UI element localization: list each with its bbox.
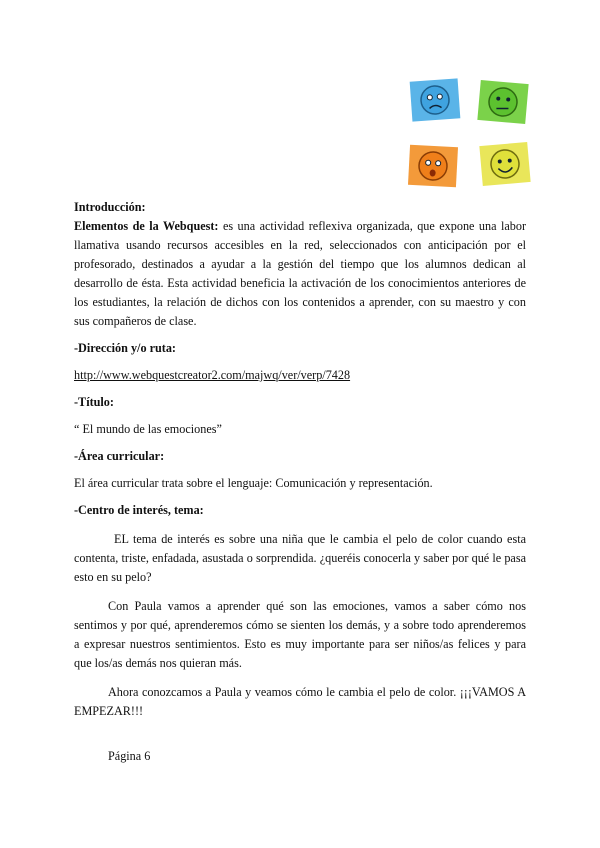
intro-text: es una actividad reflexiva organizada, que expone una labor llamativa usando recursos accesibles en la red, seleccionados con anticipación por el profesorado, destinados a ayudar a la gestión del tiempo que los alumnos dedican al desarrollo de ésta. Esta actividad beneficia la activación de los conocimientos anteriores de los estudiantes, la relación de dichos con los contenidos a aprender, con su maestro y con sus compañeros de clase.	[74, 219, 527, 328]
orange-face-icon	[406, 143, 460, 190]
centro-paragraph-2: Con Paula vamos a aprender qué son las emociones, vamos a saber cómo nos sentimos y por qué, aprenderemos cómo se sienten los demás, y a sobre todo aprenderemos a expresar nuestros sentimientos. Esto es muy importante para ser niños/as felices y para que los/as demás nos quieran más.	[74, 599, 526, 670]
centro-heading: -Centro de interés, tema:	[74, 503, 204, 517]
area-value: El área curricular trata sobre el lenguaje: Comunicación y representación.	[74, 476, 433, 490]
centro-paragraph-1: EL tema de interés es sobre una niña que le cambia el pelo de color cuando esta contenta, triste, enfadada, asustada o sorprendida. ¿queréis conocerla y saber por qué le pasa esto en su pelo?	[74, 532, 526, 584]
area-heading: -Área curricular:	[74, 449, 165, 463]
document-body	[74, 198, 526, 721]
intro-heading: Introducción:	[74, 200, 146, 214]
centro-paragraph-3: Ahora conozcamos a Paula y veamos cómo le cambia el pelo de color. ¡¡¡VAMOS A EMPEZAR!!!	[74, 685, 526, 718]
emotion-faces-illustration	[405, 78, 545, 190]
green-face-icon	[475, 78, 531, 126]
page-number: Página 6	[108, 749, 151, 763]
direccion-heading: -Dirección y/o ruta:	[74, 341, 176, 355]
intro-lead: Elementos de la Webquest:	[74, 219, 219, 233]
titulo-heading: -Título:	[74, 395, 114, 409]
intro-paragraph	[74, 217, 526, 331]
yellow-face-icon	[477, 140, 533, 188]
titulo-value: “ El mundo de las emociones”	[74, 422, 222, 436]
webquest-link[interactable]: http://www.webquestcreator2.com/majwq/ver/verp/7428	[74, 368, 351, 382]
blue-face-icon	[408, 76, 463, 124]
